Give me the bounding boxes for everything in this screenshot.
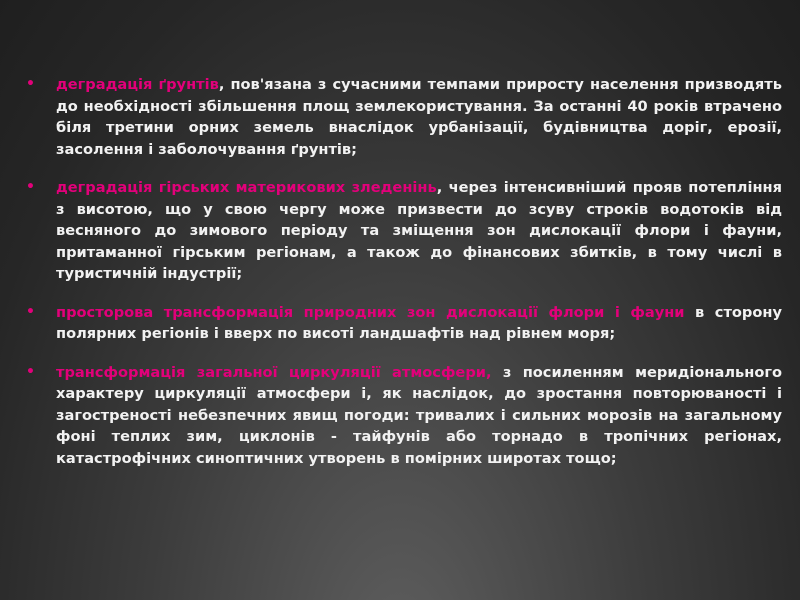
bullet-highlight: трансформація загальної циркуляції атмосфери, — [56, 363, 492, 381]
bullet-text: , пов'язана з сучасними темпами приросту населення призводять до необхідності збільшення площ землекористування. За останні 40 років втрачено біля третини орних земель внаслідок урбанізації, будівництва доріг, ерозії, засолення і заболочування ґрунтів; — [56, 76, 782, 158]
bullet-list — [26, 74, 782, 486]
bullet-marker-icon: • — [26, 303, 35, 320]
bullet-marker-icon: • — [26, 363, 35, 380]
bullet-highlight: просторова трансформація природних зон дислокації флори і фауни — [56, 303, 685, 321]
bullet-text: в сторону полярних регіонів і вверх по висоті ландшафтів над рівнем моря; — [56, 303, 782, 342]
bullet-text: з посиленням меридіонального характеру циркуляції атмосфери і, як наслідок, до зростання повторюваності і загостреності небезпечних явищ погоди: тривалих і сильних морозів на загальному фоні теплих зим, циклонів - тайфунів або торнадо в тропічних регіонах, катастрофічних синоптичних утворень в помірних широтах тощо; — [56, 363, 782, 467]
bullet-text: , через інтенсивніший прояв потепління з висотою, що у свою чергу може призвести до зсуву строків водотоків від весняного до зимового періоду та зміщення зон дислокації флори і фауни, притаманної гірським регіонам, а також до фінансових збитків, в тому числі в туристичній індустрії; — [56, 179, 782, 282]
bullet-item-natural-zones-shift — [26, 302, 782, 345]
bullet-highlight: деградація ґрунтів — [56, 76, 219, 93]
bullet-item-soil-degradation — [26, 74, 782, 160]
bullet-highlight: деградація гірських материкових зледенінь — [56, 179, 437, 196]
bullet-item-atmospheric-circulation — [26, 362, 782, 470]
bullet-marker-icon: • — [26, 76, 35, 92]
bullet-marker-icon: • — [26, 179, 35, 195]
bullet-item-glacier-degradation — [26, 177, 782, 285]
